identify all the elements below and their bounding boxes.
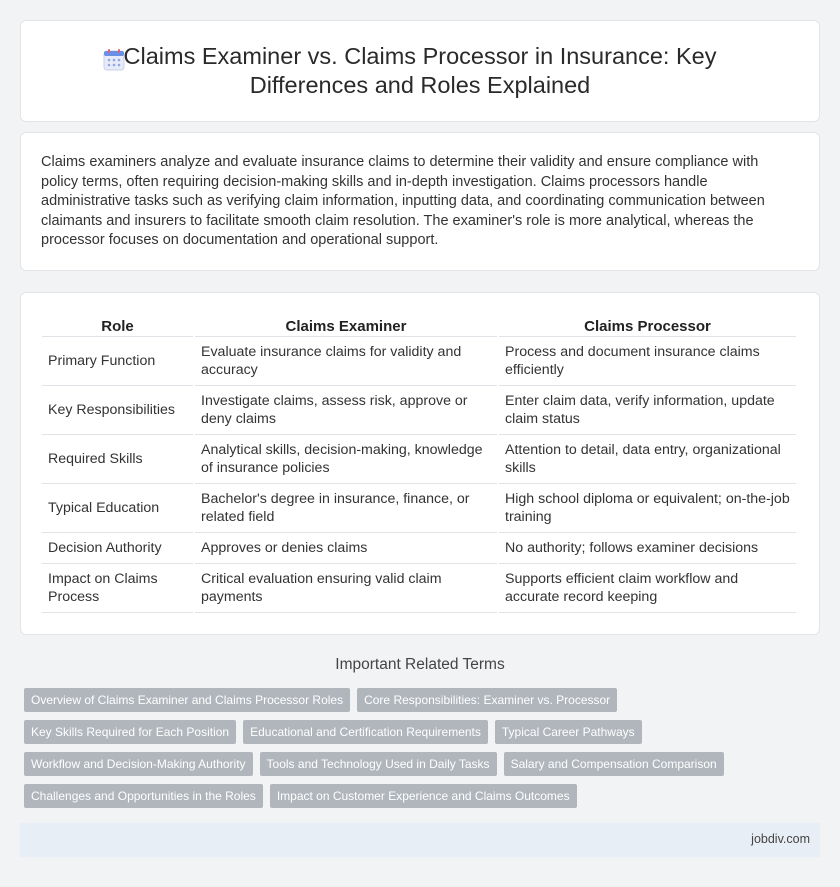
table-header-row (42, 313, 796, 337)
row-label: Impact on Claims Process (42, 564, 193, 613)
processor-cell: Enter claim data, verify information, update claim status (499, 386, 796, 435)
footer-brand-link[interactable]: jobdiv.com (751, 832, 810, 846)
related-term-tag[interactable]: Workflow and Decision-Making Authority (24, 752, 253, 776)
examiner-cell: Approves or denies claims (195, 533, 497, 564)
examiner-cell: Bachelor's degree in insurance, finance, or related field (195, 484, 497, 533)
processor-cell: No authority; follows examiner decisions (499, 533, 796, 564)
examiner-cell: Evaluate insurance claims for validity and accuracy (195, 337, 497, 386)
column-header: Claims Processor (499, 313, 796, 337)
tag-row (24, 720, 784, 744)
tag-row (24, 688, 784, 712)
row-label: Required Skills (42, 435, 193, 484)
processor-cell: Process and document insurance claims efficiently (499, 337, 796, 386)
column-header: Claims Examiner (195, 313, 497, 337)
table-row (42, 533, 796, 564)
table-row (42, 564, 796, 613)
title-card (20, 20, 820, 122)
examiner-cell: Critical evaluation ensuring valid claim payments (195, 564, 497, 613)
tag-row (24, 752, 784, 776)
intro-paragraph: Claims examiners analyze and evaluate insurance claims to determine their validity and ensure compliance with policy terms, often requiring decision-making skills and in-depth investigation. Claims processors handle administrative tasks such as verifying claim information, inputting data, and coordinating communication between claimants and insurers to facilitate smooth claim resolution. The examiner's role is more analytical, whereas the processor focuses on documentation and operational support. (41, 154, 765, 249)
related-term-tag[interactable]: Salary and Compensation Comparison (504, 752, 724, 776)
row-label: Primary Function (42, 337, 193, 386)
related-term-tag[interactable]: Impact on Customer Experience and Claims Outcomes (270, 784, 577, 808)
table-row (42, 484, 796, 533)
table-row (42, 337, 796, 386)
page-title: Claims Examiner vs. Claims Processor in Insurance: Key Differences and Roles Explained (123, 43, 717, 98)
processor-cell: Attention to detail, data entry, organizational skills (499, 435, 796, 484)
footer (20, 823, 820, 857)
related-term-tag[interactable]: Key Skills Required for Each Position (24, 720, 236, 744)
related-term-tag[interactable]: Overview of Claims Examiner and Claims Processor Roles (24, 688, 350, 712)
related-terms-tags (24, 688, 784, 816)
related-terms-heading: Important Related Terms (335, 656, 505, 673)
comparison-table (40, 313, 798, 613)
examiner-cell: Analytical skills, decision-making, knowledge of insurance policies (195, 435, 497, 484)
table-row (42, 386, 796, 435)
related-term-tag[interactable]: Tools and Technology Used in Daily Tasks (260, 752, 497, 776)
row-label: Decision Authority (42, 533, 193, 564)
table-row (42, 435, 796, 484)
column-header: Role (42, 313, 193, 337)
related-term-tag[interactable]: Core Responsibilities: Examiner vs. Processor (357, 688, 617, 712)
intro-card (20, 132, 820, 271)
related-term-tag[interactable]: Typical Career Pathways (495, 720, 642, 744)
processor-cell: High school diploma or equivalent; on-the-job training (499, 484, 796, 533)
row-label: Typical Education (42, 484, 193, 533)
processor-cell: Supports efficient claim workflow and accurate record keeping (499, 564, 796, 613)
row-label: Key Responsibilities (42, 386, 193, 435)
related-term-tag[interactable]: Challenges and Opportunities in the Roles (24, 784, 263, 808)
examiner-cell: Investigate claims, assess risk, approve or deny claims (195, 386, 497, 435)
tag-row (24, 784, 784, 808)
related-term-tag[interactable]: Educational and Certification Requirements (243, 720, 488, 744)
comparison-table-card (20, 292, 820, 635)
